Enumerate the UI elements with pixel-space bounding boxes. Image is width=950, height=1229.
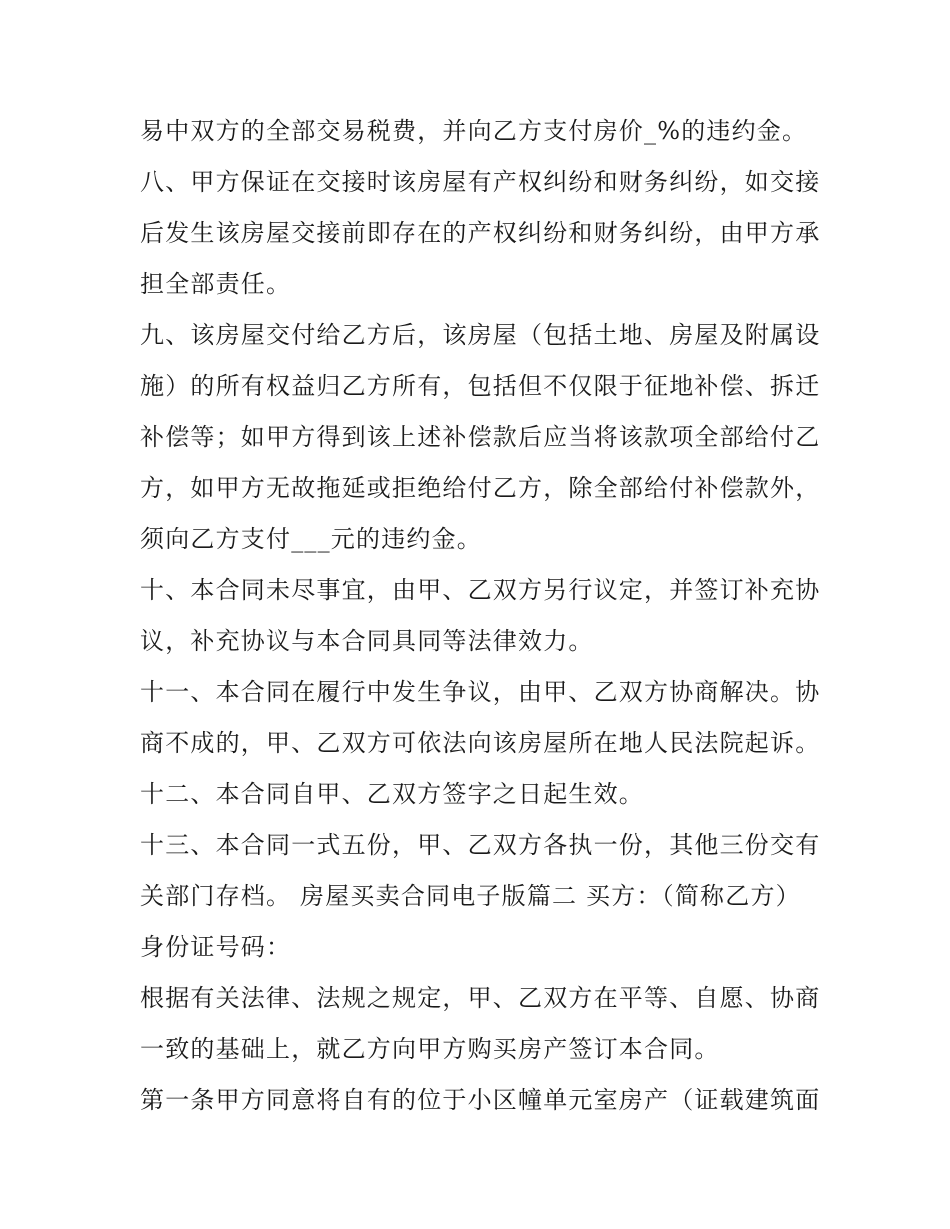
text-line-5: 九、该房屋交付给乙方后，该房屋（包括土地、房屋及附属设 <box>140 321 820 349</box>
text-line-6: 施）的所有权益归乙方所有，包括但不仅限于征地补偿、拆迁 <box>140 372 820 400</box>
text-line-1: 易中双方的全部交易税费，并向乙方支付房价_%的违约金。 <box>140 117 808 145</box>
text-line-11: 议，补充协议与本合同具同等法律效力。 <box>140 627 594 655</box>
text-line-10: 十、本合同未尽事宜，由甲、乙双方另行议定，并签订补充协 <box>140 576 820 604</box>
text-line-13: 商不成的，甲、乙双方可依法向该房屋所在地人民法院起诉。 <box>140 729 820 757</box>
text-line-3: 后发生该房屋交接前即存在的产权纠纷和财务纠纷，由甲方承 <box>140 219 820 247</box>
text-line-9: 须向乙方支付___元的违约金。 <box>140 525 482 553</box>
text-line-12: 十一、本合同在履行中发生争议，由甲、乙双方协商解决。协 <box>140 678 820 706</box>
text-line-16: 关部门存档。 房屋买卖合同电子版篇二 买方：（简称乙方） <box>140 882 801 910</box>
text-line-4: 担全部责任。 <box>140 270 292 298</box>
text-line-7: 补偿等；如甲方得到该上述补偿款后应当将该款项全部给付乙 <box>140 423 820 451</box>
text-line-19: 一致的基础上，就乙方向甲方购买房产签订本合同。 <box>140 1035 720 1063</box>
text-line-20: 第一条甲方同意将自有的位于小区幢单元室房产（证载建筑面 <box>140 1086 820 1114</box>
text-line-2: 八、甲方保证在交接时该房屋有产权纠纷和财务纠纷，如交接 <box>140 168 820 196</box>
text-line-17: 身份证号码： <box>140 933 292 961</box>
text-line-8: 方，如甲方无故拖延或拒绝给付乙方，除全部给付补偿款外， <box>140 474 820 502</box>
text-line-15: 十三、本合同一式五份，甲、乙双方各执一份，其他三份交有 <box>140 831 820 859</box>
text-line-14: 十二、本合同自甲、乙双方签字之日起生效。 <box>140 780 644 808</box>
document-body <box>140 106 820 1126</box>
text-line-18: 根据有关法律、法规之规定，甲、乙双方在平等、自愿、协商 <box>140 984 820 1012</box>
